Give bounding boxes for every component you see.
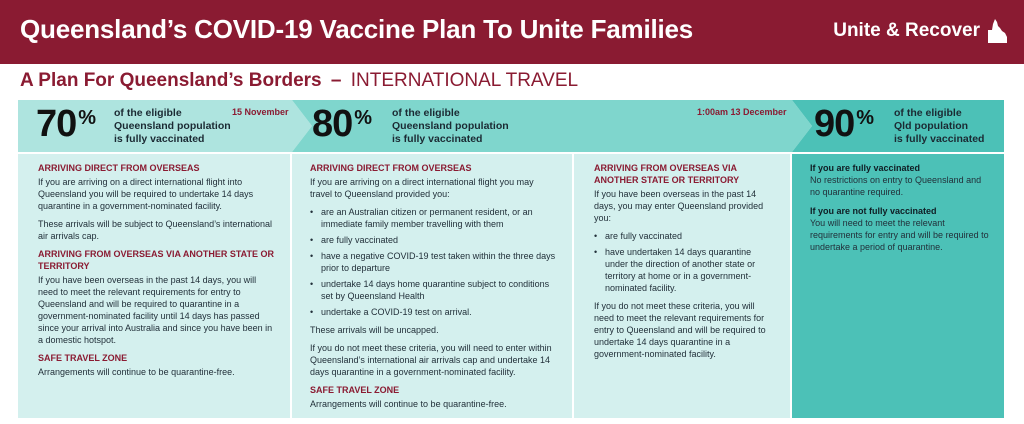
- paragraph: If you have been overseas in the past 14 days, you may enter Queensland provided you:: [594, 189, 764, 223]
- requirements-list: [310, 206, 558, 318]
- paragraph: These arrivals will be uncapped.: [310, 325, 439, 335]
- queensland-map-icon: [986, 18, 1008, 44]
- stage-70-panel: [18, 154, 290, 418]
- list-item: • have undertaken 14 days quarantine under the direction of another state or territory at home or in a government-nominated facility.: [594, 246, 776, 294]
- stage-80-panel-via-state: [574, 154, 790, 418]
- brand-text: Unite & Recover: [833, 20, 980, 41]
- paragraph: You will need to meet the relevant requirements for entry and will be required to undertake a period of quarantine.: [810, 218, 989, 252]
- paragraph: Arrangements will continue to be quarantine-free.: [310, 399, 507, 409]
- page-title: Queensland’s COVID-19 Vaccine Plan To Unite Families: [20, 14, 694, 44]
- heading-not-fully-vaccinated: If you are not fully vaccinated: [810, 206, 937, 216]
- stage-90-bar: [792, 100, 1004, 152]
- paragraph: These arrivals will be subject to Queensland’s international air arrivals cap.: [38, 219, 272, 241]
- header-banner: [0, 0, 1024, 64]
- stage-80-description: of the eligible Queensland population is fully vaccinated: [392, 107, 509, 145]
- stage-80-bar: [292, 100, 812, 152]
- heading-arriving-via-state: ARRIVING FROM OVERSEAS VIA ANOTHER STATE OR TERRITORY: [594, 163, 740, 185]
- stage-70-description: of the eligible Queensland population is fully vaccinated: [114, 107, 231, 145]
- list-item: • have a negative COVID-19 test taken within the three days prior to departure: [310, 250, 558, 274]
- section-heading: [20, 70, 578, 92]
- paragraph: No restrictions on entry to Queensland and no quarantine required.: [810, 175, 982, 197]
- paragraph: If you have been overseas in the past 14 days, you will need to meet the relevant requirements for entry to Queensland and will be required to quarantine in a government-nominated facility until 14 days has passed since your arrival into Australia and since you have been in a domestic hotspot.: [38, 275, 273, 345]
- requirements-list: [594, 230, 776, 294]
- stage-80-date: 1:00am 13 December: [697, 107, 787, 117]
- paragraph: If you do not meet these criteria, you will need to meet the relevant requirements for entry to Queensland and will be required to undertake 14 days quarantine in a government-nominated facility.: [594, 301, 766, 359]
- stage-80-percent: 80 %: [312, 103, 373, 145]
- stage-90-percent: 90 %: [814, 103, 875, 145]
- heading-arriving-direct: ARRIVING DIRECT FROM OVERSEAS: [38, 163, 200, 173]
- section-heading-sub: INTERNATIONAL TRAVEL: [350, 70, 579, 91]
- heading-fully-vaccinated: If you are fully vaccinated: [810, 163, 921, 173]
- stage-70-bar: [18, 100, 312, 152]
- list-item: • undertake 14 days home quarantine subject to conditions set by Queensland Health: [310, 278, 558, 302]
- heading-safe-travel-zone: SAFE TRAVEL ZONE: [310, 385, 400, 395]
- paragraph: Arrangements will continue to be quarantine-free.: [38, 367, 235, 377]
- brand-logo: [833, 18, 1008, 44]
- stage-70-percent: 70 %: [36, 103, 97, 145]
- heading-safe-travel-zone: SAFE TRAVEL ZONE: [38, 353, 128, 363]
- list-item: • are fully vaccinated: [594, 230, 776, 242]
- heading-arriving-via-state: ARRIVING FROM OVERSEAS VIA ANOTHER STATE OR TERRITORY: [38, 249, 275, 271]
- stage-90-panel: [792, 154, 1004, 418]
- list-item: • are fully vaccinated: [310, 234, 558, 246]
- list-item: • undertake a COVID-19 test on arrival.: [310, 306, 558, 318]
- paragraph: If you do not meet these criteria, you will need to enter within Queensland’s international air arrivals cap and undertake 14 days quarantine in a government-nominated facility.: [310, 343, 552, 377]
- paragraph: If you are arriving on a direct international flight you may travel to Queensland provided you:: [310, 177, 534, 199]
- section-heading-dash: –: [330, 70, 342, 91]
- section-heading-main: A Plan For Queensland’s Borders: [20, 70, 322, 91]
- paragraph: If you are arriving on a direct international flight into Queensland you will be required to undertake 14 days quarantine in a government-nominated facility.: [38, 177, 254, 211]
- stage-90-description: of the eligible Qld population is fully vaccinated: [894, 107, 985, 145]
- stage-80-panel-direct: [292, 154, 572, 418]
- stage-70-date: 15 November: [232, 107, 289, 117]
- heading-arriving-direct: ARRIVING DIRECT FROM OVERSEAS: [310, 163, 472, 173]
- list-item: • are an Australian citizen or permanent resident, or an immediate family member travelling with them: [310, 206, 558, 230]
